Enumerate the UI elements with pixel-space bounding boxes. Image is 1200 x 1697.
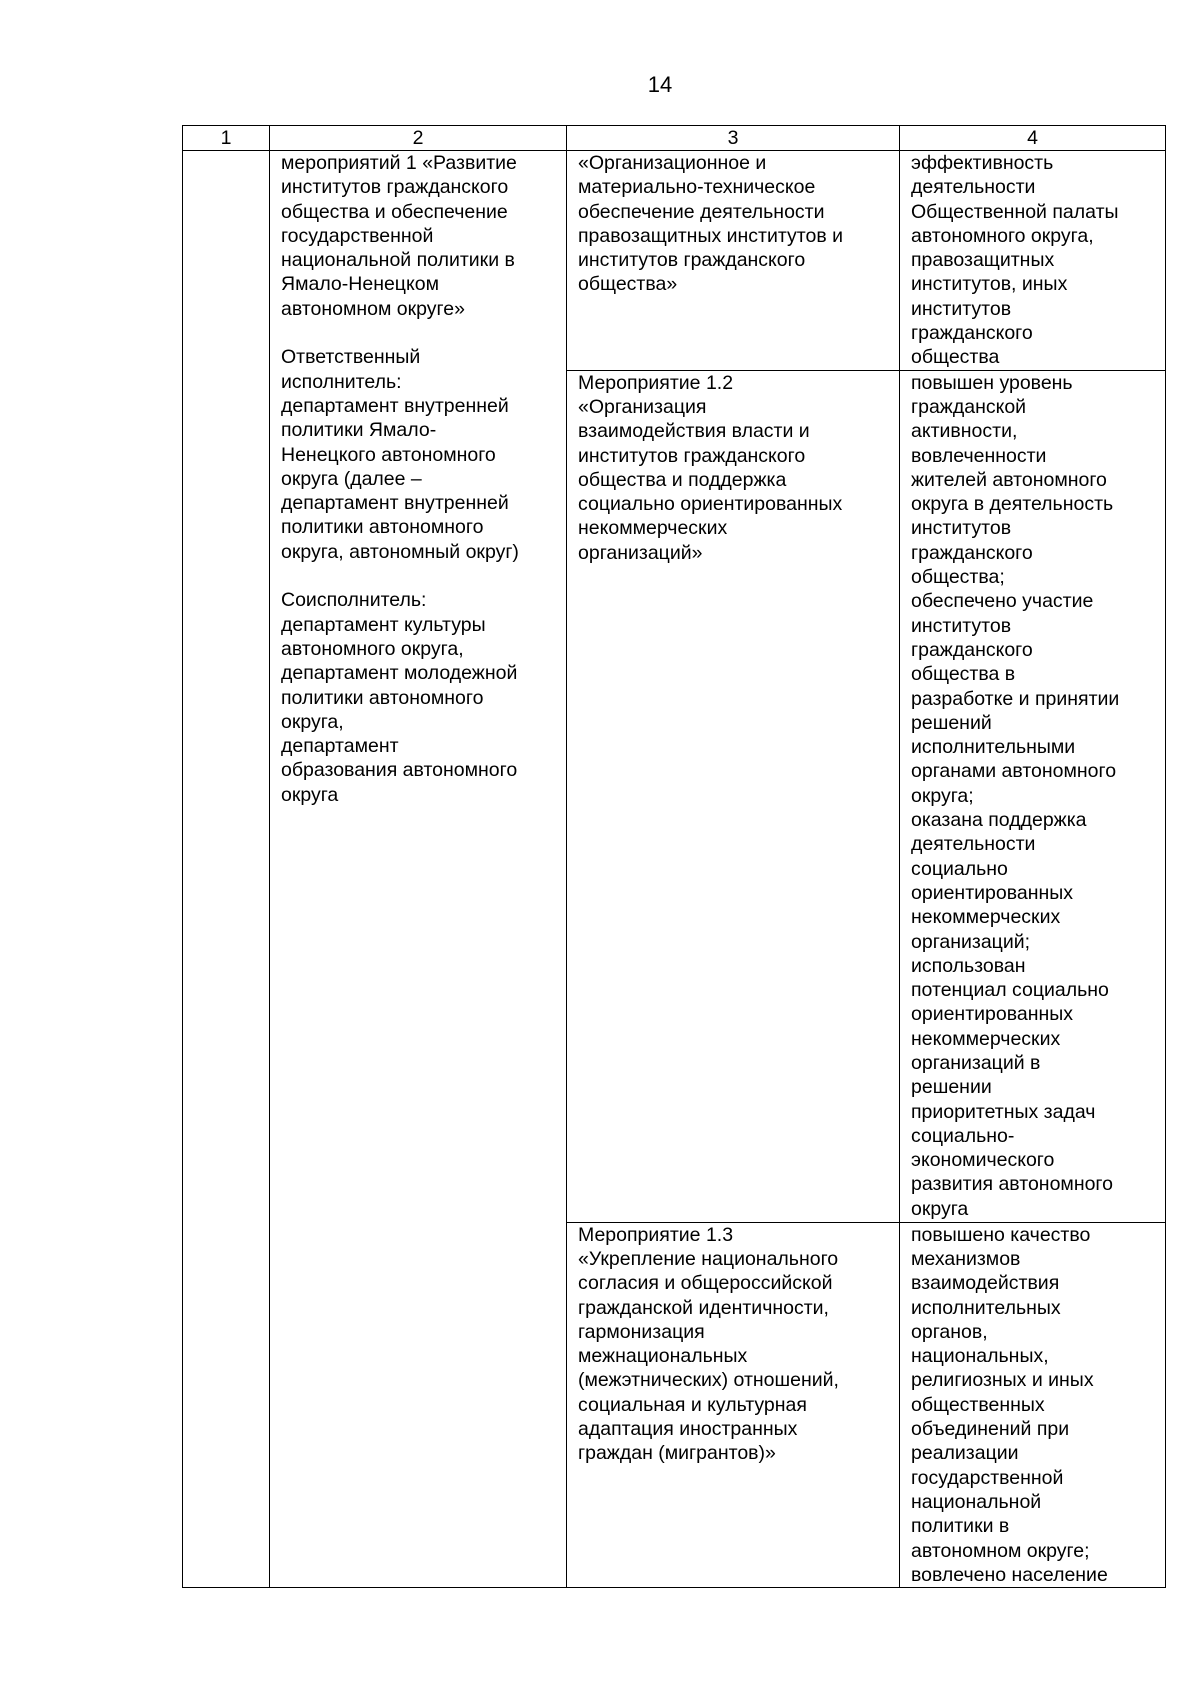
activity-text: «Организационное и материально-техническое обеспечение деятельности правозащитных институтов и институтов гражданского общества»	[578, 152, 843, 296]
result-cell	[900, 1222, 1166, 1587]
program-description-text: мероприятий 1 «Развитие институтов гражданского общества и обеспечение государственной национальной политики в Ямало-Ненецком автономном округе» Ответственный исполнитель: департамент внутренней политики Ямало- Ненецкого автономного округа (далее – департамент внутренней политики автономного округа, автономный округ) Соисполнитель: департамент культуры автономного округа, департамент молодежной политики автономного округа, департамент образования автономного округа	[281, 152, 519, 806]
activity-text: Мероприятие 1.3 «Укрепление национального согласия и общероссийской гражданской идентичности, гармонизация межнациональных (межэтнических) отношений, социальная и культурная адаптация иностранных граждан (мигрантов)»	[578, 1223, 839, 1465]
page-number: 14	[647, 72, 673, 97]
program-table	[182, 125, 1166, 1588]
column-header-3: 3	[567, 126, 900, 151]
result-text: эффективность деятельности Общественной палаты автономного округа, правозащитных институтов, иных институтов гражданского общества	[911, 152, 1119, 369]
result-text: повышен уровень гражданской активности, вовлеченности жителей автономного округа в деятельность институтов гражданского общества; обеспечено участие институтов гражданского общества в разработке и принятии решений исполнительными органами автономного округа; оказана поддержка деятельности социально ориентированных некоммерческих организаций; использован потенциал социально ориентированных некоммерческих организаций в решении приоритетных задач социально- экономического развития автономного округа	[911, 371, 1120, 1220]
result-text: повышено качество механизмов взаимодействия исполнительных органов, национальных, религиозных и иных общественных объединений при реализации государственной национальной политики в автономном округе; вовлечено население	[911, 1223, 1108, 1586]
column-header-4: 4	[900, 126, 1166, 151]
result-cell	[900, 370, 1166, 1222]
activity-text: Мероприятие 1.2 «Организация взаимодействия власти и институтов гражданского общества и поддержка социально ориентированных некоммерческих организаций»	[578, 371, 843, 564]
table-row	[183, 151, 1166, 371]
column-header-1: 1	[183, 126, 270, 151]
header-row	[183, 126, 1166, 151]
result-cell	[900, 151, 1166, 371]
activity-cell	[567, 1222, 900, 1587]
number-cell	[183, 151, 270, 1588]
activity-cell	[567, 370, 900, 1222]
activity-cell	[567, 151, 900, 371]
column-header-2: 2	[270, 126, 567, 151]
program-description-cell	[270, 151, 567, 1588]
